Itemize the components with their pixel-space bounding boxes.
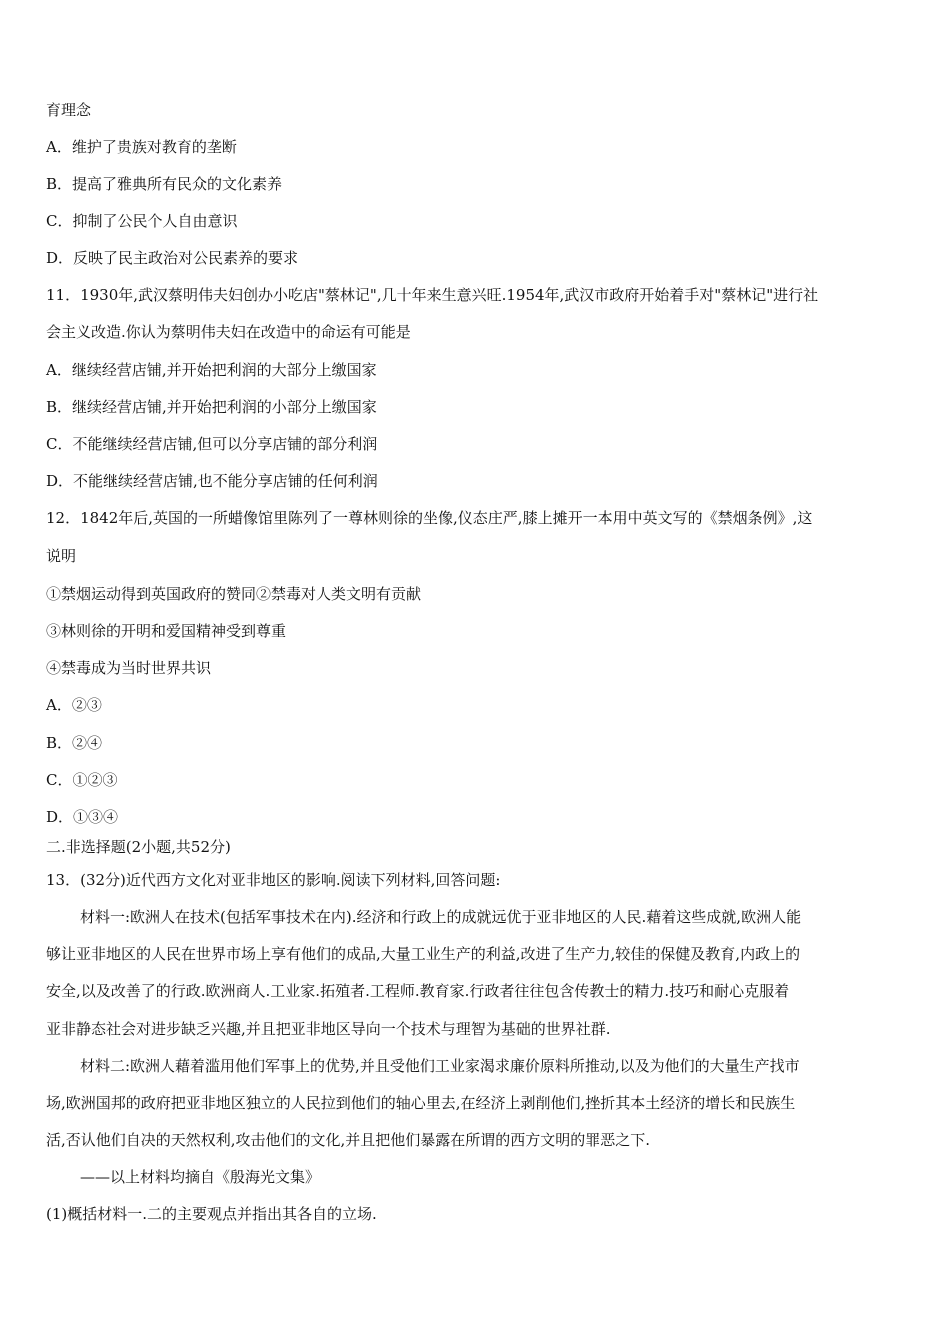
q12-statement-1: ①禁烟运动得到英国政府的赞同②禁毒对人类文明有贡献 <box>46 585 422 603</box>
q10-option-b: B．提高了雅典所有民众的文化素养 <box>46 175 283 193</box>
q11-option-c: C．不能继续经营店铺,但可以分享店铺的部分利润 <box>46 435 378 453</box>
q12-option-c: C．①②③ <box>46 771 118 789</box>
material1-line3: 安全,以及改善了的行政.欧洲商人.工业家.拓殖者.工程师.教育家.行政者往往包含传教士的精力.技巧和耐心克服着 <box>46 982 790 1000</box>
material2-line1: 材料二:欧洲人藉着滥用他们军事上的优势,并且受他们工业家渴求廉价原料所推动,以及为他们的大量生产找市 <box>80 1057 800 1075</box>
q11-stem-line2: 会主义改造.你认为蔡明伟夫妇在改造中的命运有可能是 <box>46 323 411 341</box>
q10-option-a: A．维护了贵族对教育的垄断 <box>46 138 237 156</box>
q10-stem-end: 育理念 <box>46 101 92 119</box>
q11-option-d: D．不能继续经营店铺,也不能分享店铺的任何利润 <box>46 472 378 490</box>
q12-stem-line1: 12．1842年后,英国的一所蜡像馆里陈列了一尊林则徐的坐像,仪态庄严,膝上摊开一本用中英文写的《禁烟条例》,这 <box>46 509 813 527</box>
q12-statement-3: ④禁毒成为当时世界共识 <box>46 659 212 677</box>
material1-line1: 材料一:欧洲人在技术(包括军事技术在内).经济和行政上的成就远优于亚非地区的人民.藉着这些成就,欧洲人能 <box>80 908 802 926</box>
q10-option-c: C．抑制了公民个人自由意识 <box>46 212 238 230</box>
section-heading: 二.非选择题(2小题,共52分) <box>46 838 231 856</box>
q11-stem-line1: 11．1930年,武汉蔡明伟夫妇创办小吃店"蔡林记",几十年来生意兴旺.1954年,武汉市政府开始着手对"蔡林记"进行社 <box>46 286 819 304</box>
q12-option-a: A．②③ <box>46 696 102 714</box>
q13-stem: 13．(32分)近代西方文化对亚非地区的影响.阅读下列材料,回答问题: <box>46 871 501 889</box>
q13-sub-question-1: (1)概括材料一.二的主要观点并指出其各自的立场. <box>46 1205 377 1223</box>
material1-line2: 够让亚非地区的人民在世界市场上享有他们的成品,大量工业生产的利益,改进了生产力,较佳的保健及教育,内政上的 <box>46 945 801 963</box>
material-source: ——以上材料均摘自《殷海光文集》 <box>80 1168 321 1186</box>
q12-option-d: D．①③④ <box>46 808 119 826</box>
q12-option-b: B．②④ <box>46 734 103 752</box>
q11-option-b: B．继续经营店铺,并开始把利润的小部分上缴国家 <box>46 398 377 416</box>
q12-stem-line2: 说明 <box>46 547 77 565</box>
q11-option-a: A．继续经营店铺,并开始把利润的大部分上缴国家 <box>46 361 377 379</box>
material2-line3: 活,否认他们自决的天然权利,攻击他们的文化,并且把他们暴露在所谓的西方文明的罪恶之下. <box>46 1131 651 1149</box>
material2-line2: 场,欧洲国邦的政府把亚非地区独立的人民拉到他们的轴心里去,在经济上剥削他们,挫折其本土经济的增长和民族生 <box>46 1094 796 1112</box>
q10-option-d: D．反映了民主政治对公民素养的要求 <box>46 249 299 267</box>
material1-line4: 亚非静态社会对进步缺乏兴趣,并且把亚非地区导向一个技术与理智为基础的世界社群. <box>46 1020 611 1038</box>
q12-statement-2: ③林则徐的开明和爱国精神受到尊重 <box>46 622 287 640</box>
